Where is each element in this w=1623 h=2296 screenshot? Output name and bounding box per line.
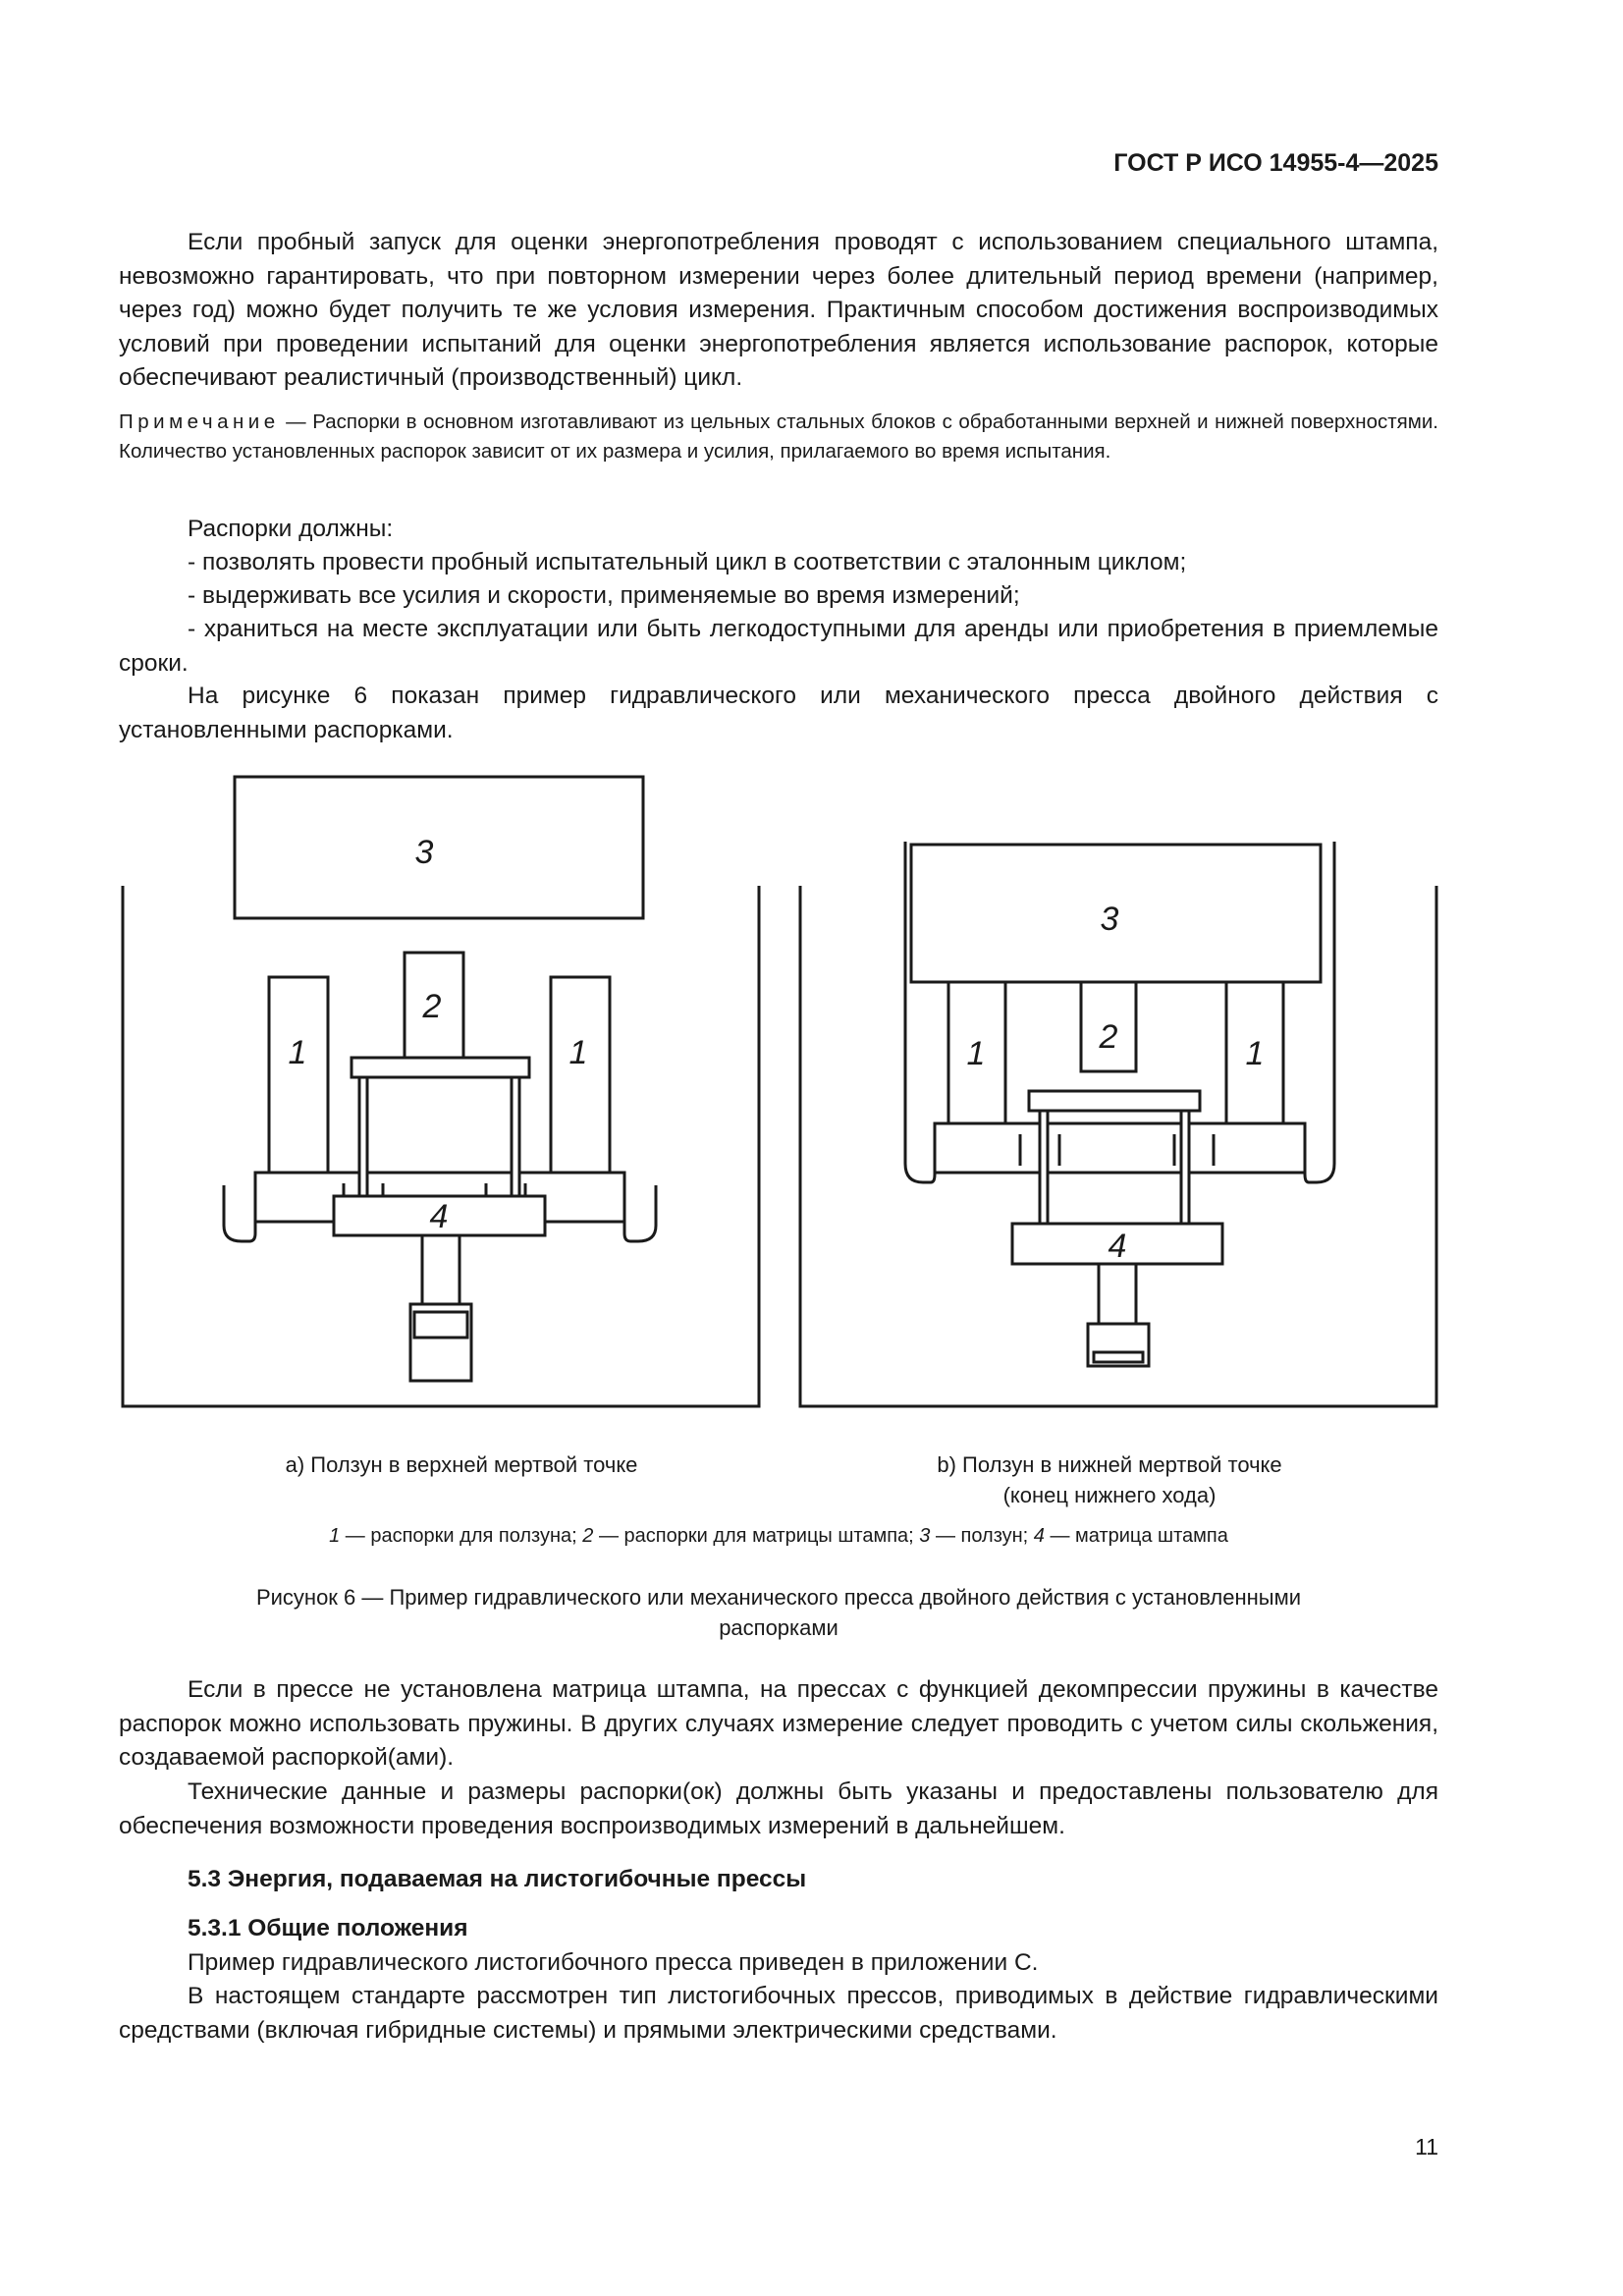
label-spacer-die-b: 2	[1099, 1018, 1118, 1056]
caption-a: а) Ползун в верхней мертвой точке	[285, 1452, 638, 1477]
requirements-lead: Распорки должны:	[188, 516, 394, 542]
slide-a	[235, 777, 643, 918]
ejector-pin-b	[1181, 1111, 1189, 1224]
paragraph-technical-data: Технические данные и размеры распорки(ок) должны быть указаны и предоставлены пользователю для обеспечения возможности проведения воспроизводимых измерений в дальнейшем.	[119, 1778, 1438, 1839]
spacer-slide-right-a	[551, 977, 610, 1173]
label-slide-b: 3	[1100, 901, 1119, 938]
section-heading-5-3: 5.3 Энергия, подаваемая на листогибочные прессы	[188, 1866, 807, 1892]
bolster-hook-right-a	[624, 1185, 656, 1241]
document-designation: ГОСТ Р ИСО 14955-4—2025	[1113, 149, 1438, 177]
caption-b-line2: (конец нижнего хода)	[1002, 1483, 1217, 1507]
requirement-item: - позволять провести пробный испытательный цикл в соответствии с эталонным циклом;	[188, 549, 1187, 575]
caption-b	[835, 1449, 1384, 1510]
label-spacer-die-a: 2	[422, 988, 442, 1025]
label-spacer-slide-left-a: 1	[288, 1034, 307, 1071]
caption-b-line1: b) Ползун в нижней мертвой точке	[937, 1452, 1282, 1477]
paragraph-example: Пример гидравлического листогибочного пресса приведен в приложении С.	[188, 1949, 1039, 1976]
cushion-rod-a	[422, 1235, 460, 1312]
requirement-item: - выдерживать все усилия и скорости, применяемые во время измерений;	[188, 582, 1020, 609]
figure-legend: 1 — распорки для ползуна; 2 — распорки для матрицы штампа; 3 — ползун; 4 — матрица штампа	[329, 1525, 1228, 1547]
figure-reference-paragraph: На рисунке 6 показан пример гидравлического или механического пресса двойного действия с установленными распорками.	[119, 683, 1438, 743]
label-die-a: 4	[429, 1198, 449, 1235]
label-spacer-slide-right-a: 1	[568, 1034, 588, 1071]
die-plate-a	[352, 1058, 529, 1077]
bolster-b	[935, 1123, 1305, 1173]
label-spacer-slide-right-b: 1	[1245, 1035, 1265, 1072]
section-heading-5-3-1: 5.3.1 Общие положения	[188, 1915, 468, 1941]
intro-paragraph: Если пробный запуск для оценки энергопотребления проводят с использованием специального штампа, невозможно гарантировать, что при повторном измерении через более длительный период времени (например, через год) можно будет получить те же условия измерения. Практичным способом достижения воспроизводимых условий при проведении испытаний для оценки энергопотребления является использование распорок, которые обеспечивают реалистичный (производственный) цикл.	[119, 229, 1438, 391]
figure-6-press-diagram	[0, 766, 1623, 1434]
note	[119, 408, 1438, 466]
bolster-hook-left-a	[224, 1185, 255, 1241]
paragraph-springs: Если в прессе не установлена матрица штампа, на прессах с функцией декомпрессии пружины в качестве распорок можно использовать пружины. В других случаях измерение следует проводить с учетом силы скольжения, создаваемой распоркой(ами).	[119, 1676, 1438, 1771]
paragraph-press-types: В настоящем стандарте рассмотрен тип листогибочных прессов, приводимых в действие гидравлическими средствами (включая гибридные системы) и прямыми электрическими средствами.	[119, 1983, 1438, 2044]
label-slide-a: 3	[414, 834, 434, 871]
page-number: 11	[1415, 2134, 1438, 2159]
ejector-pin-b	[1040, 1111, 1048, 1224]
label-spacer-slide-left-b: 1	[966, 1035, 986, 1072]
requirement-item: - храниться на месте эксплуатации или быть легкодоступными для аренды или приобретения в приемлемые сроки.	[119, 616, 1438, 677]
figure-title: Рисунок 6 — Пример гидравлического или механического пресса двойного действия с установленными распорками	[255, 1585, 1302, 1640]
note-text: — Распорки в основном изготавливают из цельных стальных блоков с обработанными верхней и нижней поверхностями. Количество установленных распорок зависит от их размера и усилия, прилагаемого во время испытания.	[119, 410, 1438, 463]
label-die-b: 4	[1108, 1228, 1127, 1265]
die-plate-b	[1029, 1091, 1200, 1111]
note-label: Примечание	[119, 410, 280, 433]
press-a	[123, 777, 759, 1406]
spacer-slide-left-a	[269, 977, 328, 1173]
